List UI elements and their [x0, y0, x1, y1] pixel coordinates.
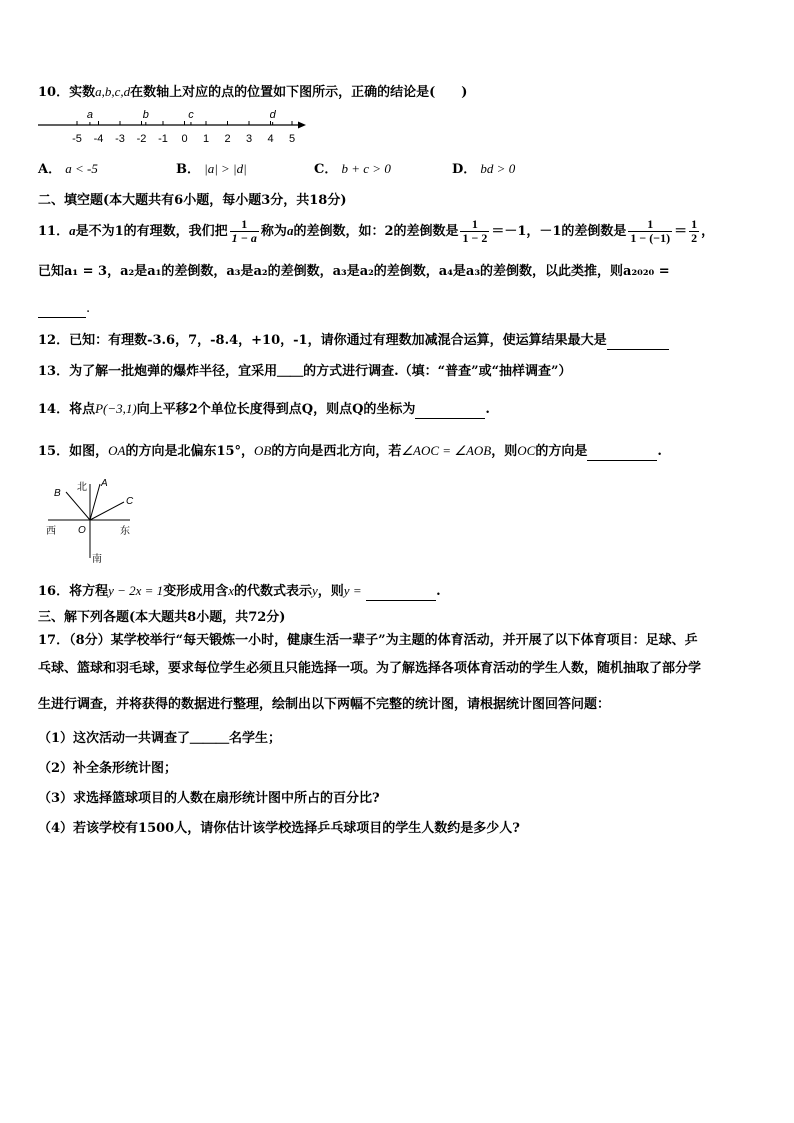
q15: 15．如图，OA的方向是北偏东15°，OB的方向是西北方向，若∠AOC = ∠AOB，则OC的方向是 . — [38, 443, 662, 459]
fraction-1-over-1-minus-2: $\frac{1}{1 - 2}$ — [462, 217, 488, 245]
label-west: 西 — [46, 526, 56, 537]
point-label-a: a — [86, 109, 93, 121]
number-line — [36, 106, 316, 148]
tick-label: 5 — [288, 133, 296, 145]
fraction-1-over-1-minus-neg1: $\frac{1}{1 - (-1)}$ — [630, 217, 671, 245]
label-o: O — [78, 525, 86, 536]
label-south: 南 — [92, 554, 102, 565]
tick-label: 1 — [202, 133, 210, 145]
q11-line2: 已知a₁ = 3，a₂是a₁的差倒数，a₃是a₂的差倒数，a₃是a₂的差倒数，a₄是a₃的差倒数，以此类推，则a₂₀₂₀ = — [38, 264, 670, 279]
label-east: 东 — [120, 526, 130, 537]
q17-sub3: （3）求选择篮球项目的人数在扇形统计图中所占的百分比? — [38, 791, 380, 806]
tick-label: -5 — [72, 133, 82, 145]
q12: 12．已知：有理数-3.6，7，-8.4，+10，-1，请你通过有理数加减混合运算，使运算结果最大是 — [38, 332, 669, 350]
tick-label: 3 — [245, 133, 253, 145]
fraction-1-over-1-minus-a: $\frac{1}{1 - a}$ — [231, 217, 257, 245]
q10-option-a: A． a < -5 — [38, 161, 98, 177]
q17-sub4: （4）若该学校有1500人，请你估计该学校选择乒乓球项目的学生人数约是多少人? — [38, 821, 520, 836]
label-c: C — [126, 496, 134, 507]
tick-label: 0 — [181, 133, 188, 145]
q17-sub1: （1）这次活动一共调查了＿＿＿名学生； — [38, 731, 282, 746]
q17-sub2: （2）补全条形统计图； — [38, 761, 178, 776]
q17-line1: 17．（8分）某学校举行“每天锻炼一小时，健康生活一辈子”为主题的体育活动，并开展了以下体育项目：足球、乒 — [38, 633, 698, 648]
ray-ob — [66, 492, 90, 520]
q10-stem-pre: 10．实数 — [38, 85, 96, 100]
q10-option-c: C． b + c > 0 — [314, 161, 391, 177]
q13: 13．为了解一批炮弹的爆炸半径，宜采用＿＿的方式进行调查.（填：“普查”或“抽样调查”） — [38, 364, 572, 379]
section-3-heading: 三、解下列各题(本大题共8小题，共72分) — [38, 610, 286, 625]
tick-label: -1 — [158, 133, 168, 145]
tick-label: 2 — [224, 133, 231, 145]
label-a: A — [101, 478, 108, 489]
tick-label: -2 — [136, 133, 147, 145]
q10-option-d: D． bd > 0 — [452, 161, 516, 177]
fraction-1-over-2: $\frac{1}{2}$ — [691, 217, 698, 245]
q17-line3: 生进行调查，并将获得的数据进行整理，绘制出以下两幅不完整的统计图，请根据统计图回答问题： — [38, 697, 611, 712]
section-2-heading: 二、填空题(本大题共有6小题，每小题3分，共18分) — [38, 193, 347, 208]
q17-line2: 乓球、篮球和羽毛球，要求每位学生必须且只能选择一项。为了解选择各项体育活动的学生人数，随机抽取了部分学 — [38, 661, 702, 676]
compass-diagram — [44, 476, 144, 566]
q10-vars: a,b,c,d — [95, 84, 131, 99]
point-label-c: c — [188, 109, 194, 121]
arrow-icon — [298, 122, 306, 129]
q10-stem — [38, 83, 467, 102]
ray-oa — [90, 484, 100, 520]
q16: 16．将方程y − 2x = 1变形成用含x的代数式表示y，则y = . — [38, 583, 441, 599]
q11-answer-blank: . — [38, 300, 90, 318]
q14: 14．将点P(−3,1)向上平移2个单位长度得到点Q，则点Q的坐标为 . — [38, 401, 490, 417]
tick-label: 4 — [267, 133, 274, 145]
point-label-b: b — [142, 109, 149, 121]
q10-stem-post: 在数轴上对应的点的位置如下图所示，正确的结论是( ) — [130, 85, 468, 100]
q10-option-b: B． |a| > |d| — [176, 161, 247, 177]
tick-label: -3 — [115, 133, 125, 145]
label-north: 北 — [77, 482, 87, 493]
ray-oc — [90, 502, 124, 520]
q11-line1: 11．a是不为1的有理数，我们把 $\frac{1}{1 - a}$ 称为a的差倒数，如：2的差倒数是 $\frac{1}{1 - 2}$ ＝－1，－1的差倒数是 $\frac{1}{1 - (-1)}$ ＝ $\frac{1}{2}$ ， — [38, 217, 715, 245]
tick-label: -4 — [93, 133, 104, 145]
label-b: B — [54, 488, 61, 499]
point-label-d: d — [269, 109, 276, 121]
